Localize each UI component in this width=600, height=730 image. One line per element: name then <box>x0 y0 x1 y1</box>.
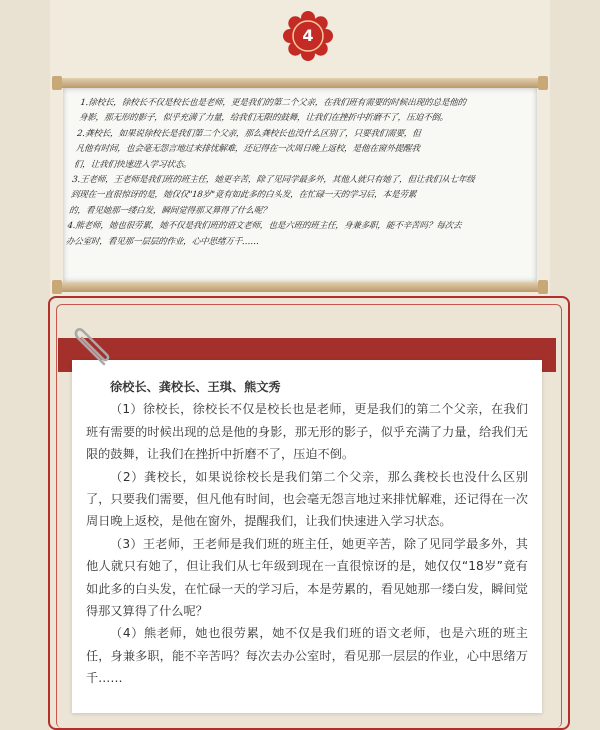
handwritten-line: 4.熊老师，她也很劳累，她不仅是我们班的语文老师，也是六班的班主任，身兼多职，能不辛苦吗？每次去 <box>66 221 462 232</box>
card-paragraph: （3）王老师，王老师是我们班的班主任，她更辛苦，除了见同学最多外，其他人就只有她了，但让我们从七年级到现在一直很惊讶的是，她仅仅“18岁”竟有如此多的白头发，在忙碌一天的学习后，本是劳累的，看见她那一缕白发，瞬间觉得那又算得了什么呢？ <box>86 536 528 619</box>
handwritten-note-photo <box>63 88 537 282</box>
scroll-cap <box>538 76 548 90</box>
handwritten-line: 到现在一直很惊讶的是，她仅仅"18岁"竟有如此多的白头发，在忙碌一天的学习后，本是劳累 <box>70 190 417 201</box>
text-card <box>72 360 542 713</box>
handwritten-line: 1.徐校长，徐校长不仅是校长也是老师，更是我们的第二个父亲，在我们班有需要的时候出现的总是他的 <box>79 98 467 108</box>
scroll-cap <box>52 76 62 90</box>
scroll-rod-top <box>57 78 543 88</box>
scroll-cap <box>538 280 548 294</box>
number-badge <box>282 10 334 62</box>
handwritten-line: 的，看见她那一缕白发，瞬间觉得那又算得了什么呢？ <box>68 205 272 216</box>
handwritten-line: 3.王老师，王老师是我们班的班主任，她更辛苦，除了见同学最多外，其他人就只有她了，但让我们从七年级 <box>71 175 476 186</box>
handwritten-text <box>63 88 537 258</box>
handwritten-line: 2.龚校长，如果说徐校长是我们第二个父亲，那么龚校长也没什么区别了，只要我们需要，但 <box>76 128 422 139</box>
card-paragraph: （4）熊老师，她也很劳累，她不仅是我们班的语文老师，也是六班的班主任，身兼多职，能不辛苦吗？每次去办公室时，看见那一层层的作业，心中思绪万千…… <box>86 626 528 686</box>
card-paragraph: （2）龚校长，如果说徐校长是我们第二个父亲，那么龚校长也没什么区别了，只要我们需要，但凡他有时间，也会毫无怨言地过来排忧解难，还记得在一次周日晚上返校，是他在窗外，提醒我们，让我们快速进入学习状态。 <box>86 469 528 529</box>
handwritten-line: 们，让我们快速进入学习状态。 <box>73 159 192 170</box>
card-paragraph: （1）徐校长，徐校长不仅是校长也是老师，更是我们的第二个父亲，在我们班有需要的时候出现的总是他的身影，那无形的影子，似乎充满了力量，给我们无限的鼓舞，让我们在挫折中折磨不了，压迫不倒。 <box>86 402 528 462</box>
handwritten-line: 凡他有时间，也会毫无怨言地过来排忧解难，还记得在一次周日晚上返校，是他在窗外提醒我 <box>74 144 421 155</box>
scroll-rod-bottom <box>57 282 543 292</box>
scroll-cap <box>52 280 62 294</box>
card-title: 徐校长、龚校长、王琪、熊文秀 <box>110 380 281 394</box>
handwritten-line: 办公室时，看见那一层层的作业，心中思绪万千…… <box>65 236 260 247</box>
paperclip-icon <box>64 318 120 374</box>
badge-number: 4 <box>302 26 314 45</box>
handwritten-line: 身影，那无形的影子，似乎充满了力量，给我们无限的鼓舞，让我们在挫折中折磨不了，压迫不倒。 <box>78 113 449 124</box>
